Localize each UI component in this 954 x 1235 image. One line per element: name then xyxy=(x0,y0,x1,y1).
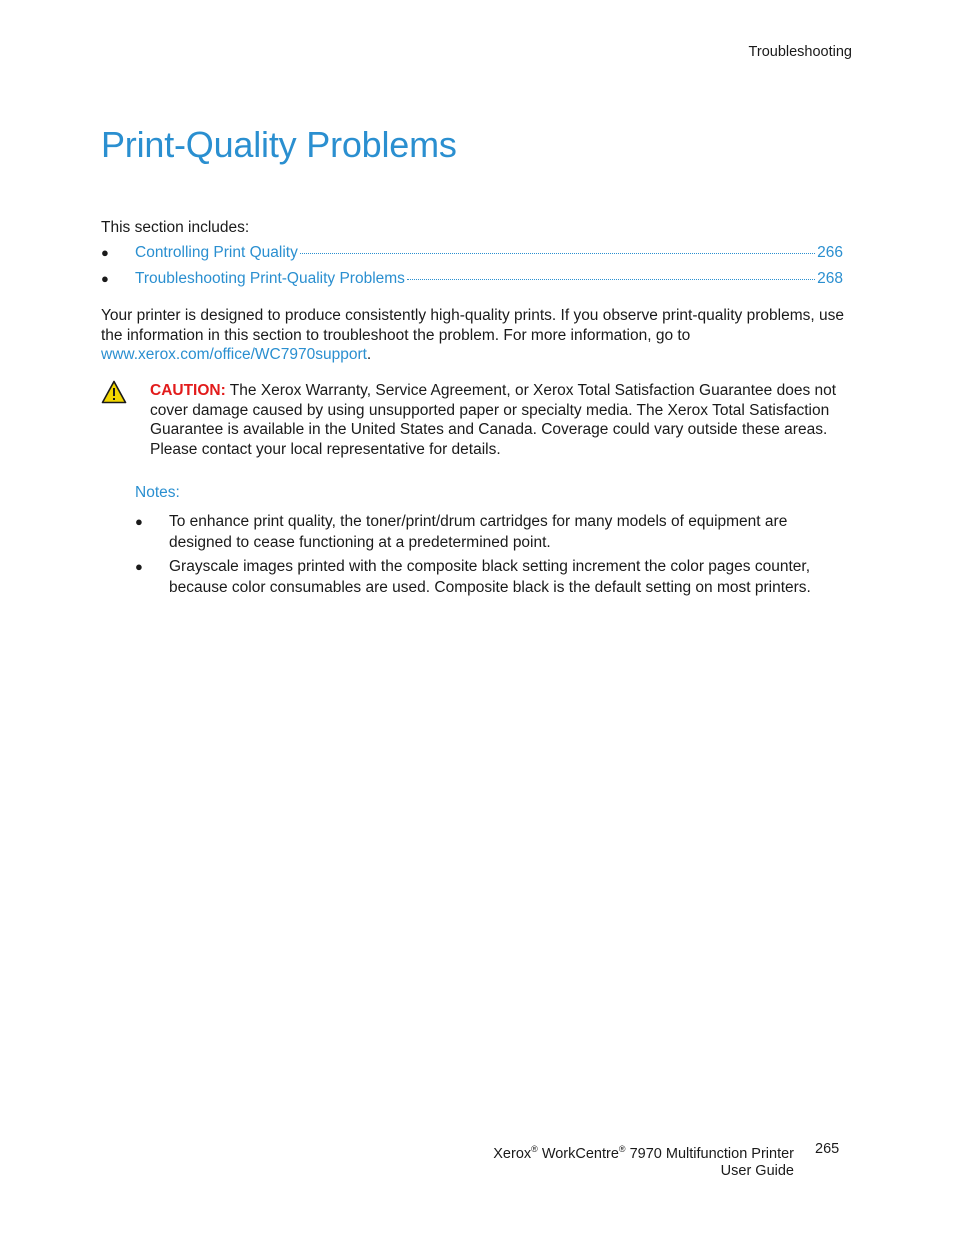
warning-triangle-icon xyxy=(101,380,127,404)
body-text: Your printer is designed to produce consistently high-quality prints. If you observe print-quality problems, use the information in this section to troubleshoot the problem. For more information, go to xyxy=(101,307,844,344)
toc-leader xyxy=(300,253,815,254)
support-link[interactable]: www.xerox.com/office/WC7970support xyxy=(101,346,367,363)
bullet: ● xyxy=(135,559,143,574)
notes-heading: Notes: xyxy=(135,484,180,501)
footer-brand: Xerox xyxy=(493,1146,532,1162)
notes-list xyxy=(135,512,850,602)
footer-product-line xyxy=(440,1141,794,1163)
body-paragraph xyxy=(101,306,861,365)
caution-text xyxy=(150,381,870,459)
intro-text: This section includes: xyxy=(101,219,250,236)
note-item xyxy=(135,512,850,553)
bullet: ● xyxy=(101,245,109,260)
toc-link-controlling-print-quality[interactable]: Controlling Print Quality xyxy=(135,244,298,261)
bullet: ● xyxy=(135,514,143,529)
footer-product xyxy=(440,1141,794,1180)
toc-link-troubleshooting-print-quality[interactable]: Troubleshooting Print-Quality Problems xyxy=(135,270,405,287)
footer-model: 7970 Multifunction Printer xyxy=(629,1146,794,1162)
registered-mark: ® xyxy=(531,1144,538,1154)
footer-guide: User Guide xyxy=(720,1163,794,1179)
page-title: Print-Quality Problems xyxy=(101,124,457,165)
note-item xyxy=(135,557,850,598)
toc-list xyxy=(101,244,843,296)
toc-item xyxy=(101,244,843,270)
toc-leader xyxy=(407,279,815,280)
footer-product-name: WorkCentre xyxy=(541,1146,619,1162)
registered-mark: ® xyxy=(618,1144,626,1154)
caution-body: The Xerox Warranty, Service Agreement, or Xerox Total Satisfaction Guarantee does not cover damage caused by using unsupported paper or specialty media. The Xerox Total Satisfaction Guarantee is available in the United States and Canada. Coverage could vary outside these areas. Please contact your local representative for details. xyxy=(150,382,837,458)
page-number: 265 xyxy=(815,1141,840,1157)
toc-page-number[interactable]: 266 xyxy=(817,244,843,261)
bullet: ● xyxy=(101,271,109,286)
running-header: Troubleshooting xyxy=(748,44,852,60)
caution-label: CAUTION: xyxy=(150,382,226,399)
toc-item xyxy=(101,270,843,296)
note-text: Grayscale images printed with the composite black setting increment the color pages counter, because color consumables are used. Composite black is the default setting on most printers. xyxy=(169,558,811,596)
body-period: . xyxy=(366,346,372,363)
note-text: To enhance print quality, the toner/print/drum cartridges for many models of equipment are designed to cease functioning at a predetermined point. xyxy=(169,513,788,551)
toc-page-number[interactable]: 268 xyxy=(817,270,843,287)
